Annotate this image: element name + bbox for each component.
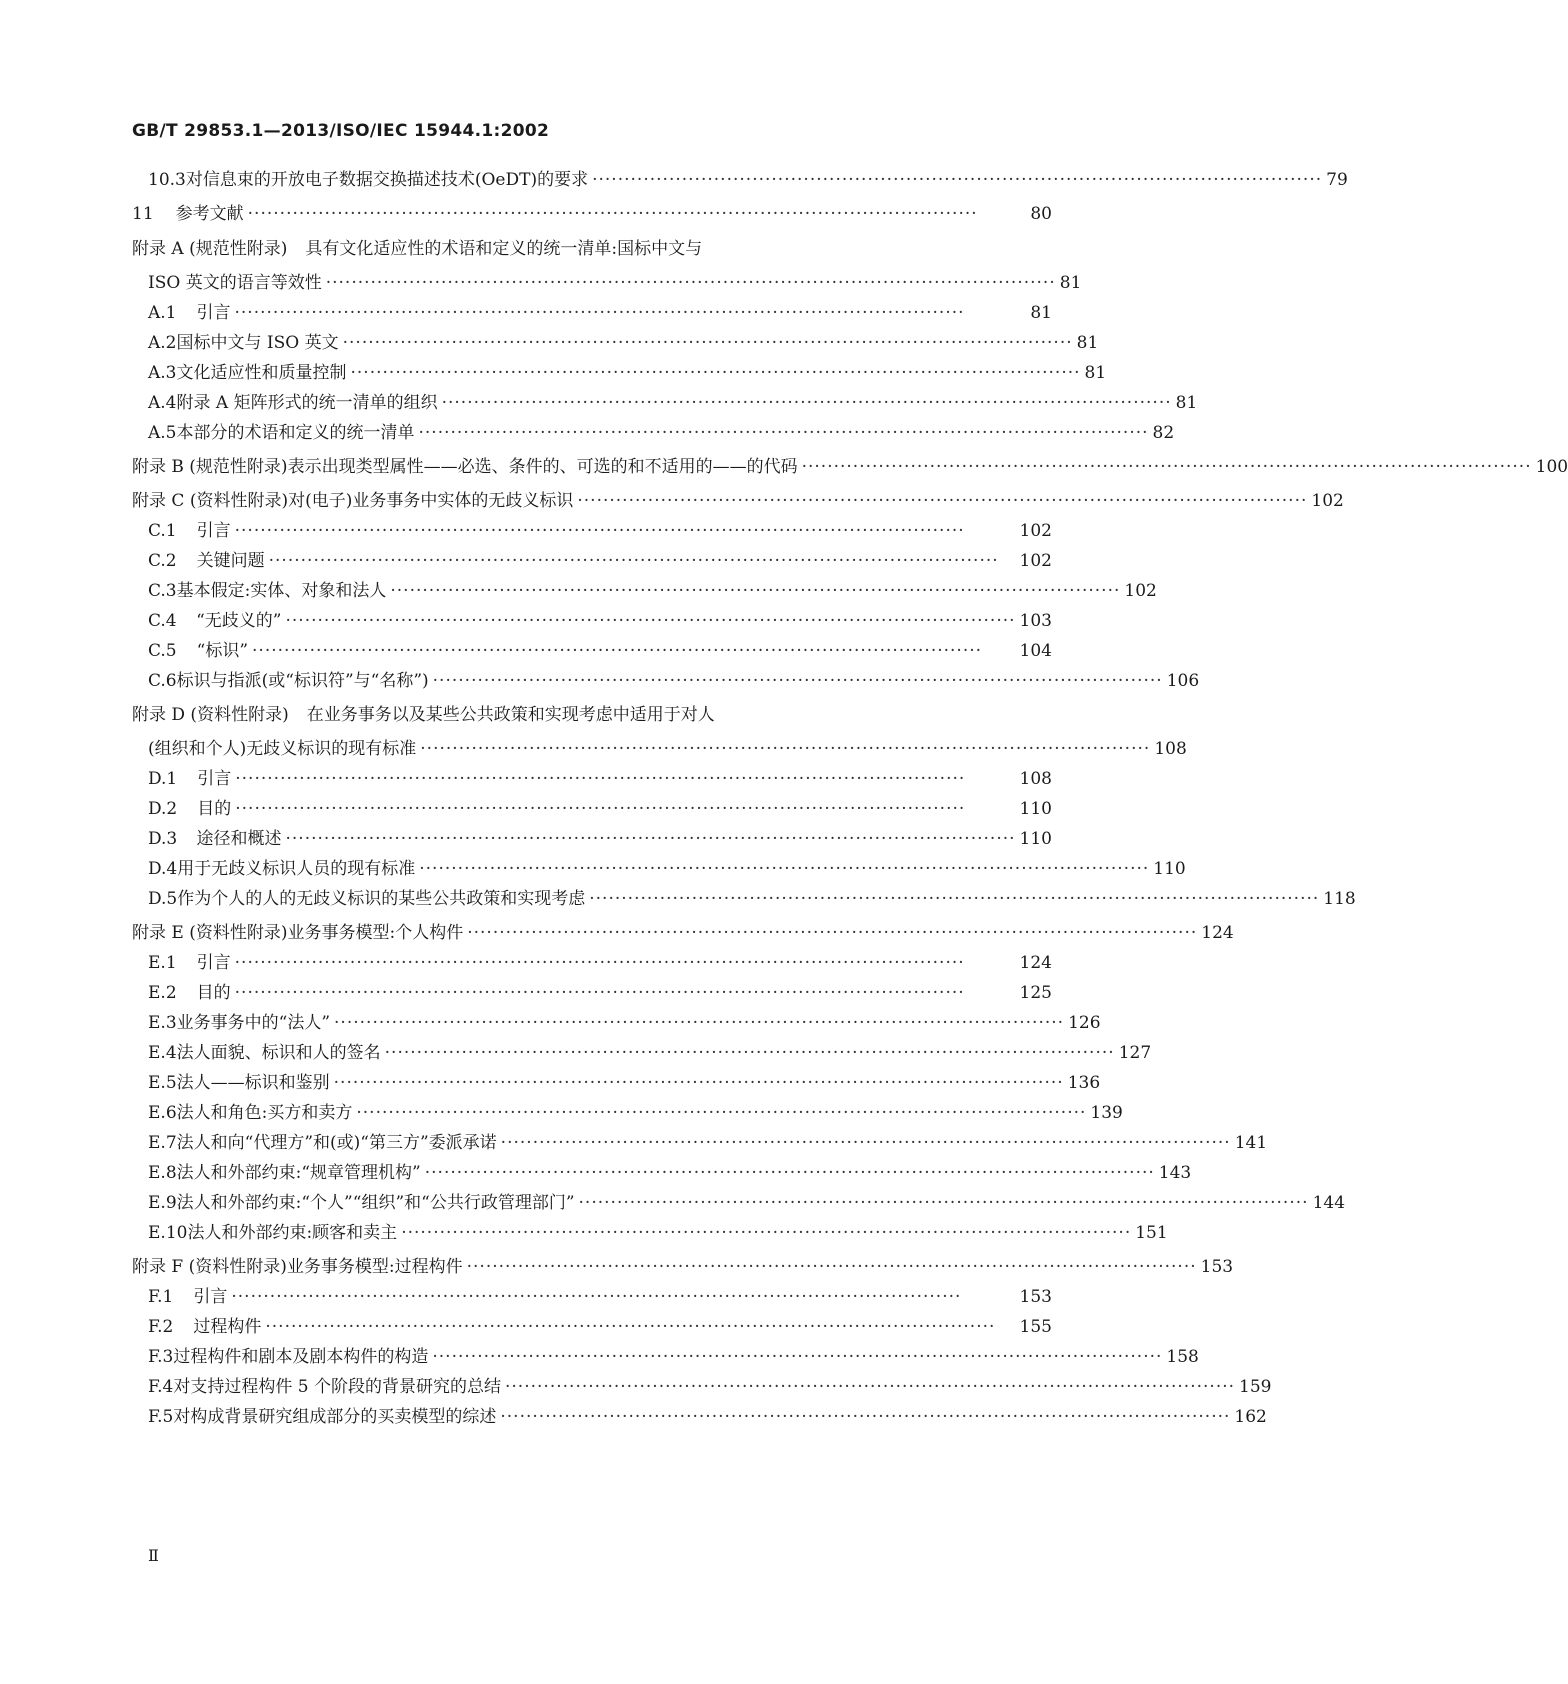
toc-entry-number: E.7 <box>148 1133 177 1153</box>
toc-entry-number: F.2 <box>148 1317 174 1337</box>
toc-entry[interactable] <box>148 1284 1052 1310</box>
toc-entry-title: (组织和个人)无歧义标识的现有标准 <box>148 739 417 759</box>
toc-entry-title: 标识与指派(或“标识符”与“名称”) <box>176 671 429 691</box>
toc-entry[interactable] <box>148 638 1052 664</box>
toc-leader-dots: ·················································································································· <box>500 1407 1231 1427</box>
toc-entry[interactable] <box>148 300 1052 326</box>
toc-entry-title: 法人和外部约束:顾客和卖主 <box>187 1223 398 1243</box>
toc-entry-page: 126 <box>1068 1013 1101 1033</box>
toc-entry[interactable] <box>148 736 1187 762</box>
toc-entry-number: 10.3 <box>148 170 186 190</box>
toc-leader-dots: ·················································································································· <box>424 1163 1155 1183</box>
toc-entry-page: 153 <box>1200 1257 1234 1277</box>
toc-entry-number: E.3 <box>148 1013 177 1033</box>
toc-entry-number: 附录 A (规范性附录) <box>132 239 288 259</box>
toc-entry-title: 对构成背景研究组成部分的买卖模型的综述 <box>173 1407 497 1427</box>
toc-entry-title: 目的 <box>196 983 231 1003</box>
toc-entry-title: 基本假定:实体、对象和法人 <box>176 581 387 601</box>
toc-entry-number: D.5 <box>148 889 178 909</box>
toc-entry[interactable] <box>148 766 1052 792</box>
toc-entry[interactable] <box>148 1010 1101 1036</box>
toc-entry-title: 法人和向“代理方”和(或)“第三方”委派承诺 <box>176 1133 497 1153</box>
toc-entry[interactable] <box>148 1160 1192 1186</box>
toc-entry[interactable] <box>148 1070 1101 1096</box>
toc-entry-title: 在业务事务以及某些公共政策和实现考虑中适用于对人 <box>306 705 715 725</box>
toc-entry-title: 引言 <box>196 303 231 323</box>
toc-entry-title: 表示出现类型属性——必选、条件的、可选的和不适用的——的代码 <box>287 457 798 477</box>
toc-entry[interactable] <box>148 360 1107 386</box>
toc-leader-dots: ·················································································································· <box>234 303 965 323</box>
toc-entry-page: 106 <box>1166 671 1200 691</box>
toc-entry-page: 158 <box>1166 1347 1199 1367</box>
toc-entry[interactable] <box>148 1344 1199 1370</box>
toc-entry-page: 151 <box>1135 1223 1168 1243</box>
toc-entry-number: A.1 <box>148 303 177 323</box>
toc-entry-number: F.4 <box>148 1377 174 1397</box>
toc-entry-number: C.2 <box>148 551 177 571</box>
toc-entry[interactable] <box>148 548 1052 574</box>
toc-entry-number: C.3 <box>148 581 177 601</box>
toc-entry-number: E.1 <box>148 953 177 973</box>
toc-entry[interactable] <box>148 856 1186 882</box>
toc-entry-number: E.2 <box>148 983 177 1003</box>
toc-entry-title: 本部分的术语和定义的统一清单 <box>176 423 415 443</box>
toc-entry-title: 附录 A 矩阵形式的统一清单的组织 <box>176 393 438 413</box>
toc-entry-page: 79 <box>1326 170 1348 190</box>
document-code-header: GB/T 29853.1—2013/ISO/IEC 15944.1:2002 <box>132 121 550 141</box>
toc-entry-title: 具有文化适应性的术语和定义的统一清单:国标中文与 <box>305 239 703 259</box>
toc-leader-dots: ·················································································································· <box>801 457 1532 477</box>
toc-entry-number: F.3 <box>148 1347 174 1367</box>
toc-leader-dots: ·················································································································· <box>390 581 1121 601</box>
toc-entry-number: A.5 <box>148 423 177 443</box>
toc-entry-number: C.1 <box>148 521 177 541</box>
toc-entry[interactable] <box>148 1374 1272 1400</box>
toc-entry-page: 124 <box>1201 923 1234 943</box>
toc-leader-dots: ·················································································································· <box>231 1287 962 1307</box>
toc-entry-title: 法人面貌、标识和人的签名 <box>176 1043 381 1063</box>
toc-entry-title: 引言 <box>196 521 231 541</box>
toc-entry[interactable] <box>148 1130 1268 1156</box>
toc-entry-title: 引言 <box>193 1287 228 1307</box>
toc-entry-number: 附录 E (资料性附录) <box>132 923 288 943</box>
toc-leader-dots: ·················································································································· <box>234 983 965 1003</box>
toc-entry-number: C.4 <box>148 611 177 631</box>
toc-entry-page: 144 <box>1312 1193 1346 1213</box>
toc-entry-title: 对信息束的开放电子数据交换描述技术(OeDT)的要求 <box>185 170 589 190</box>
toc-entry-number: A.4 <box>148 393 177 413</box>
toc-leader-dots: ·················································································································· <box>419 859 1150 879</box>
toc-entry-title: 法人和角色:买方和卖方 <box>176 1103 353 1123</box>
toc-entry-title: 作为个人的人的无歧义标识的某些公共政策和实现考虑 <box>177 889 586 909</box>
toc-entry-title: 法人——标识和鉴别 <box>176 1073 330 1093</box>
toc-entry[interactable] <box>148 330 1099 356</box>
toc-leader-dots: ·················································································································· <box>334 1013 1065 1033</box>
toc-leader-dots: ·················································································································· <box>401 1223 1132 1243</box>
toc-leader-dots: ·················································································································· <box>384 1043 1115 1063</box>
toc-entry-page: 82 <box>1152 423 1175 443</box>
toc-entry-page: 81 <box>1175 393 1198 413</box>
toc-leader-dots: ·················································································································· <box>418 423 1149 443</box>
toc-leader-dots: ·················································································································· <box>252 641 983 661</box>
toc-entry-page: 103 <box>1019 611 1052 631</box>
toc-leader-dots: ·················································································································· <box>466 1257 1197 1277</box>
toc-entry-number: E.4 <box>148 1043 177 1063</box>
toc-entry[interactable] <box>132 1254 1234 1280</box>
toc-entry[interactable] <box>148 608 1052 634</box>
toc-entry-number: A.2 <box>148 333 177 353</box>
toc-entry-number: D.4 <box>148 859 178 879</box>
toc-entry-title: 业务事务模型:过程构件 <box>286 1257 463 1277</box>
toc-entry-page: 141 <box>1234 1133 1268 1153</box>
toc-leader-dots: ·················································································································· <box>500 1133 1231 1153</box>
toc-entry-number: 附录 D (资料性附录) <box>132 705 289 725</box>
toc-entry[interactable] <box>148 886 1356 912</box>
toc-leader-dots: ·················································································································· <box>234 521 965 541</box>
toc-entry-page: 159 <box>1239 1377 1272 1397</box>
toc-entry-title: 途径和概述 <box>196 829 282 849</box>
page-number-roman: Ⅱ <box>148 1546 159 1565</box>
toc-entry[interactable] <box>148 167 1348 193</box>
toc-entry[interactable] <box>148 1314 1052 1340</box>
toc-leader-dots: ·················································································································· <box>350 363 1081 383</box>
toc-entry-page: 110 <box>1153 859 1186 879</box>
toc-entry-number: D.1 <box>148 769 178 789</box>
toc-entry-number: 11 <box>132 204 154 224</box>
toc-entry-page: 81 <box>1030 303 1052 323</box>
toc-entry-title: 业务事务模型:个人构件 <box>287 923 464 943</box>
toc-entry-page: 102 <box>1311 491 1344 511</box>
toc-entry[interactable] <box>148 518 1052 544</box>
toc-entry[interactable] <box>148 980 1052 1006</box>
toc-entry-title: 引言 <box>196 953 231 973</box>
toc-entry-title: “无歧义的” <box>196 611 282 631</box>
toc-entry-number: D.2 <box>148 799 178 819</box>
toc-entry-title: ISO 英文的语言等效性 <box>148 273 322 293</box>
toc-entry-page: 127 <box>1118 1043 1152 1063</box>
toc-entry-page: 110 <box>1019 829 1052 849</box>
toc-entry[interactable] <box>148 390 1198 416</box>
toc-entry-number: E.8 <box>148 1163 177 1183</box>
toc-entry-number: A.3 <box>148 363 177 383</box>
toc-leader-dots: ·················································································································· <box>235 769 966 789</box>
toc-leader-dots: ·················································································································· <box>333 1073 1064 1093</box>
toc-entry[interactable] <box>148 270 1082 296</box>
toc-entry-number: 附录 F (资料性附录) <box>132 1257 287 1277</box>
toc-entry-number: 附录 C (资料性附录) <box>132 491 289 511</box>
toc-leader-dots: ·················································································································· <box>592 170 1323 190</box>
toc-leader-dots: ·················································································································· <box>325 273 1056 293</box>
toc-entry-page: 155 <box>1019 1317 1052 1337</box>
toc-leader-dots: ·················································································································· <box>235 799 966 819</box>
toc-entry[interactable] <box>132 201 1052 227</box>
toc-entry[interactable] <box>148 1100 1123 1126</box>
toc-leader-dots: ·················································································································· <box>505 1377 1236 1397</box>
toc-entry-page: 153 <box>1019 1287 1052 1307</box>
toc-entry-page: 110 <box>1019 799 1052 819</box>
toc-leader-dots: ·················································································································· <box>589 889 1320 909</box>
toc-entry[interactable] <box>132 236 702 262</box>
toc-entry-title: 过程构件和剧本及剧本构件的构造 <box>173 1347 429 1367</box>
toc-entry-page: 108 <box>1019 769 1052 789</box>
toc-entry[interactable] <box>148 826 1052 852</box>
toc-entry[interactable] <box>148 950 1052 976</box>
toc-entry-number: E.5 <box>148 1073 177 1093</box>
toc-leader-dots: ·················································································································· <box>265 1317 996 1337</box>
toc-leader-dots: ·················································································································· <box>234 953 965 973</box>
toc-leader-dots: ·················································································································· <box>578 1193 1309 1213</box>
toc-entry[interactable] <box>148 1404 1267 1430</box>
toc-entry-page: 139 <box>1090 1103 1123 1123</box>
toc-entry-page: 143 <box>1158 1163 1192 1183</box>
toc-entry-page: 81 <box>1076 333 1099 353</box>
toc-entry-title: 法人和外部约束:“个人”“组织”和“公共行政管理部门” <box>176 1193 575 1213</box>
toc-entry-title: 关键问题 <box>196 551 265 571</box>
toc-leader-dots: ·················································································································· <box>247 204 978 224</box>
toc-entry-page: 108 <box>1154 739 1187 759</box>
toc-entry-page: 125 <box>1019 983 1052 1003</box>
toc-entry-page: 100 <box>1535 457 1568 477</box>
toc-entry-page: 102 <box>1019 551 1052 571</box>
toc-entry-title: 法人和外部约束:“规章管理机构” <box>176 1163 421 1183</box>
toc-entry[interactable] <box>148 1040 1152 1066</box>
toc-entry-title: 对支持过程构件 5 个阶段的背景研究的总结 <box>173 1377 501 1397</box>
toc-entry[interactable] <box>148 796 1052 822</box>
toc-entry-title: 文化适应性和质量控制 <box>176 363 347 383</box>
toc-entry-title: 引言 <box>197 769 232 789</box>
toc-entry-page: 81 <box>1084 363 1107 383</box>
toc-leader-dots: ·················································································································· <box>441 393 1172 413</box>
toc-entry-title: 参考文献 <box>175 204 244 224</box>
toc-entry[interactable] <box>148 1220 1168 1246</box>
toc-entry[interactable] <box>148 420 1175 446</box>
toc-leader-dots: ·················································································································· <box>467 923 1198 943</box>
toc-entry-title: 国标中文与 ISO 英文 <box>176 333 339 353</box>
toc-entry-page: 102 <box>1019 521 1052 541</box>
toc-leader-dots: ·················································································································· <box>342 333 1073 353</box>
toc-entry-page: 80 <box>1030 204 1052 224</box>
toc-entry-title: 目的 <box>197 799 232 819</box>
toc-entry-number: E.10 <box>148 1223 188 1243</box>
toc-entry[interactable] <box>132 702 715 728</box>
toc-entry[interactable] <box>132 488 1344 514</box>
toc-entry-title: 业务事务中的“法人” <box>176 1013 331 1033</box>
toc-entry-number: F.5 <box>148 1407 174 1427</box>
toc-leader-dots: ·················································································································· <box>285 611 1016 631</box>
toc-entry-page: 102 <box>1124 581 1157 601</box>
toc-entry-number: F.1 <box>148 1287 174 1307</box>
toc-leader-dots: ·················································································································· <box>285 829 1016 849</box>
toc-entry-title: 对(电子)业务事务中实体的无歧义标识 <box>288 491 574 511</box>
toc-entry-number: D.3 <box>148 829 178 849</box>
toc-entry-number: 附录 B (规范性附录) <box>132 457 288 477</box>
toc-entry[interactable] <box>148 1190 1346 1216</box>
toc-leader-dots: ·················································································································· <box>268 551 999 571</box>
toc-entry-page: 81 <box>1059 273 1082 293</box>
toc-entry-number: E.6 <box>148 1103 177 1123</box>
toc-entry-title: “标识” <box>196 641 249 661</box>
toc-leader-dots: ·················································································································· <box>432 671 1163 691</box>
toc-entry[interactable] <box>132 454 1568 480</box>
toc-entry-page: 136 <box>1067 1073 1101 1093</box>
toc-leader-dots: ·················································································································· <box>420 739 1151 759</box>
toc-entry-page: 118 <box>1323 889 1356 909</box>
toc-leader-dots: ·················································································································· <box>356 1103 1087 1123</box>
toc-entry-page: 162 <box>1234 1407 1267 1427</box>
toc-entry-number: C.5 <box>148 641 177 661</box>
toc-entry[interactable] <box>148 668 1200 694</box>
toc-leader-dots: ·················································································································· <box>577 491 1308 511</box>
toc-entry-number: E.9 <box>148 1193 177 1213</box>
toc-entry[interactable] <box>132 920 1234 946</box>
toc-entry-page: 124 <box>1019 953 1052 973</box>
toc-entry-page: 104 <box>1019 641 1052 661</box>
toc-entry-title: 用于无歧义标识人员的现有标准 <box>177 859 416 879</box>
toc-entry[interactable] <box>148 578 1157 604</box>
toc-entry-number: C.6 <box>148 671 177 691</box>
toc-entry-title: 过程构件 <box>193 1317 262 1337</box>
toc-leader-dots: ·················································································································· <box>432 1347 1163 1367</box>
